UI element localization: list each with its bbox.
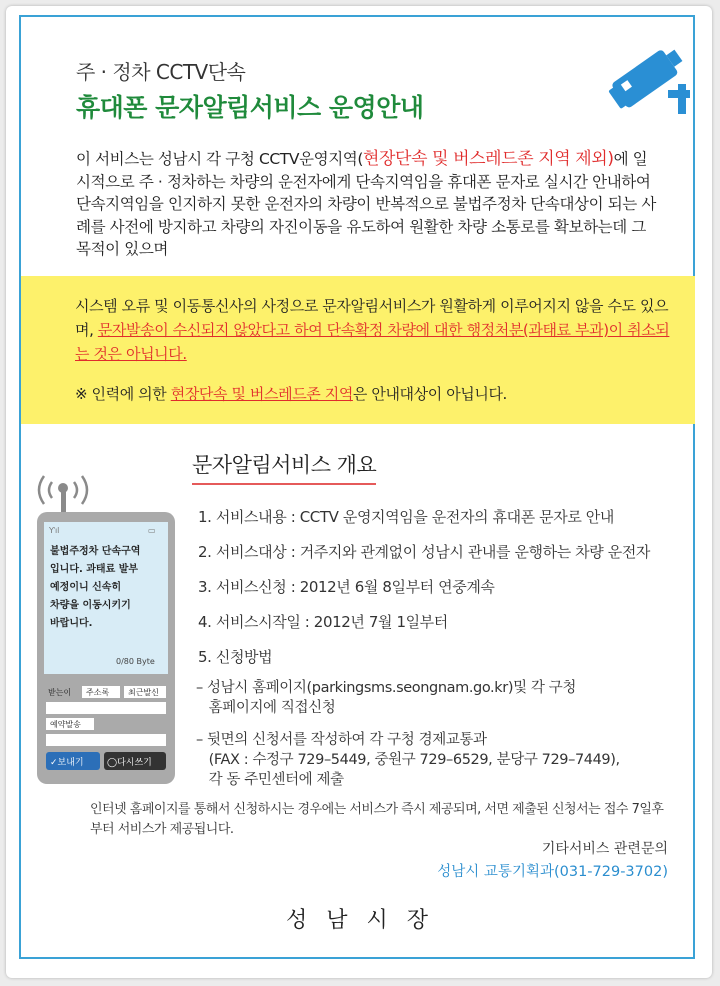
list-item: 5. 신청방법: [198, 648, 273, 666]
reserve-send-label: 예약발송: [50, 720, 81, 729]
phone-illustration: [30, 460, 180, 790]
phone-message-line: 차량을 이동시키기: [50, 600, 131, 611]
footnote: 인터넷 홈페이지를 통해서 신청하시는 경우에는 서비스가 즉시 제공되며, 서면 제출된 신청서는 접수 7일후부터 서비스가 제공됩니다.: [90, 802, 664, 837]
send-button: ✓보내기: [50, 758, 84, 768]
list-item: 1. 서비스내용 : CCTV 운영지역임을 운전자의 휴대폰 문자로 안내: [198, 508, 614, 526]
method-line: 홈페이지에 직접신청: [196, 700, 336, 716]
phone-message-line: 예정이니 신속히: [50, 582, 122, 593]
cctv-camera-icon: [600, 32, 700, 116]
notice-text: 시스템 오류 및 이동통신사의 사정으로 문자알림서비스가 원활하게 이루어지지 않을 수도 있으며,: [75, 297, 669, 339]
note-exclusion-highlight: 현장단속 및 버스레드존 지역: [170, 385, 353, 403]
method-line: 각 동 주민센터에 제출: [196, 772, 344, 788]
phone-message-line: 입니다. 과태료 발부: [50, 564, 139, 575]
phone-message-line: 불법주정차 단속구역: [50, 546, 141, 557]
method-line: (FAX : 수정구 729–5449, 중원구 729–6529, 분당구 729–7449),: [196, 752, 620, 768]
contact-label: 기타서비스 관련문의: [541, 841, 668, 857]
list-item: 2. 서비스대상 : 거주지와 관계없이 성남시 관내를 운행하는 차량 운전자: [198, 543, 651, 561]
method-line: – 성남시 홈페이지(parkingsms.seongnam.go.kr)및 각 구청: [196, 680, 576, 696]
phone-message-line: 바랍니다.: [50, 618, 93, 629]
byte-counter: 0/80 Byte: [116, 657, 155, 666]
intro-text-start: 이 서비스는 성남시 각 구청 CCTV운영지역(: [76, 150, 363, 168]
intro-text-rest: 에 일시적으로 주 · 정차하는 차량의 운전자에게 단속지역임을 휴대폰 문자로 실시간 안내하여 단속지역임을 인지하지 못한 운전자의 차량이 반복적으로 불법주정차 단속대상이 되는 사례를 사전에 방지하고 차량의 자진이동을 유도하여 원활한 차량 소통로를 확보하는데 그 목적이 있으며: [76, 150, 656, 258]
notice-exclusion-note: [75, 382, 507, 406]
notice-box: [21, 276, 695, 424]
svg-text:▭: ▭: [148, 526, 156, 535]
overview-heading: 문자알림서비스 개요: [192, 449, 376, 485]
svg-text:Ƴıl: Ƴıl: [49, 526, 60, 535]
note-prefix: ※ 인력에 의한: [75, 385, 171, 403]
notice-paragraph: [75, 294, 675, 366]
contact-department: 성남시 교통기획과(031-729-3702): [437, 864, 668, 880]
method-item-paper: [196, 730, 620, 790]
method-item-online: [196, 678, 576, 718]
issuer-signature: 성 남 시 장: [286, 908, 434, 933]
list-item: 4. 서비스시작일 : 2012년 7월 1일부터: [198, 613, 448, 631]
recipient-label: 받는이: [48, 688, 72, 697]
rewrite-button: ◯다시쓰기: [107, 758, 152, 768]
document-subtitle: 주 · 정차 CCTV단속: [76, 60, 246, 84]
recent-sent-button: 최근발신: [128, 688, 159, 697]
document-title: 휴대폰 문자알림서비스 운영안내: [76, 93, 424, 122]
intro-exception-highlight: 현장단속 및 버스레드존 지역 제외): [363, 149, 614, 169]
service-intro-paragraph: [76, 148, 656, 261]
list-item: 3. 서비스신청 : 2012년 6월 8일부터 연중계속: [198, 578, 495, 596]
method-line: – 뒷면의 신청서를 작성하여 각 구청 경제교통과: [196, 732, 487, 748]
address-book-button: 주소록: [86, 688, 110, 697]
note-suffix: 은 안내대상이 아닙니다.: [352, 385, 507, 403]
notice-warning-highlight: 문자발송이 수신되지 않았다고 하여 단속확정 차량에 대한 행정처분(과태료 부과)이 취소되는 것은 아닙니다.: [75, 321, 670, 363]
